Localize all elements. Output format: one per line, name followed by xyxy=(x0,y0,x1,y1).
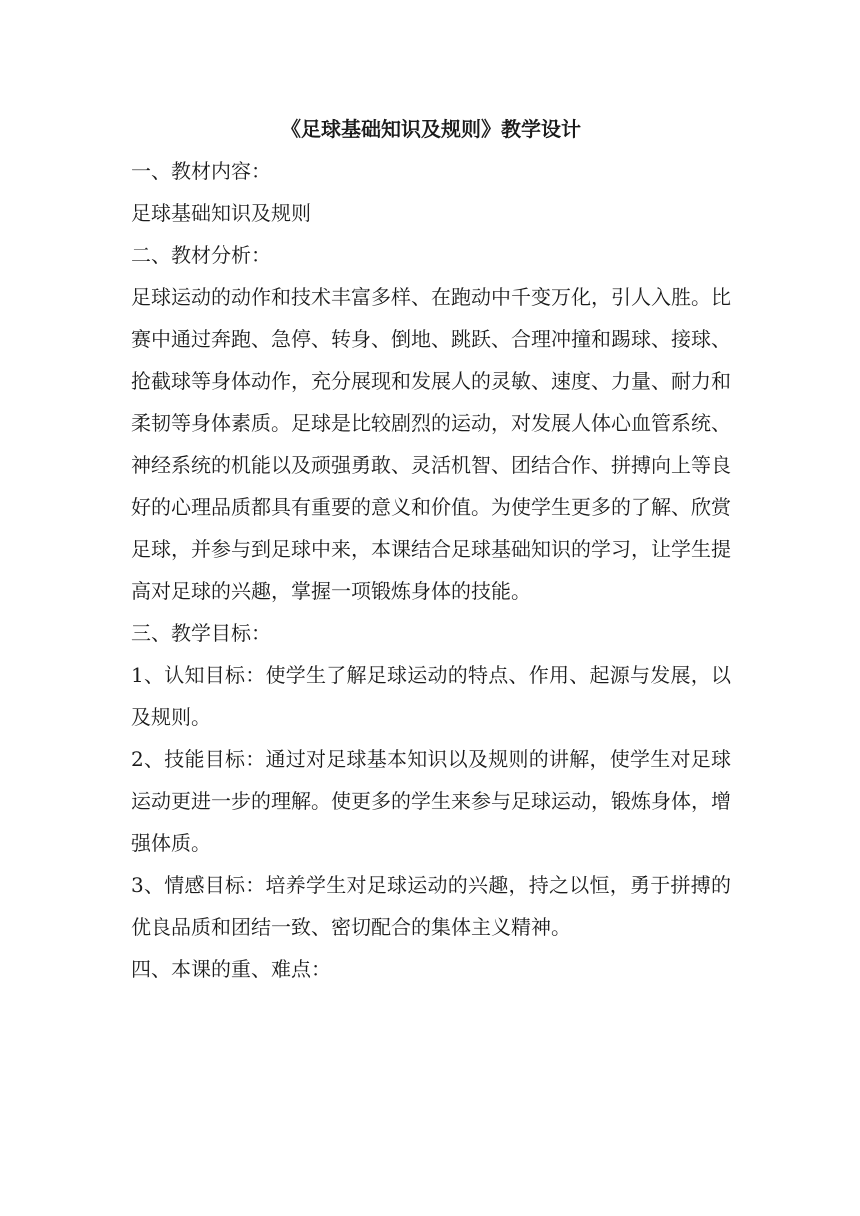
document-content xyxy=(131,108,731,990)
section-heading-teaching-content: 一、教材内容： xyxy=(131,159,271,183)
document-title: 《足球基础知识及规则》教学设计 xyxy=(281,117,581,141)
section-heading-teaching-goals: 三、教学目标： xyxy=(131,621,271,645)
material-analysis-paragraph: 足球运动的动作和技术丰富多样、在跑动中千变万化，引人入胜。比赛中通过奔跑、急停、转身、倒地、跳跃、合理冲撞和踢球、接球、抢截球等身体动作，充分展现和发展人的灵敏、速度、力量、耐力和柔韧等身体素质。足球是比较剧烈的运动，对发展人体心血管系统、神经系统的机能以及顽强勇敢、灵活机智、团结合作、拼搏向上等良好的心理品质都具有重要的意义和价值。为使学生更多的了解、欣赏足球，并参与到足球中来，本课结合足球基础知识的学习，让学生提高对足球的兴趣，掌握一项锻炼身体的技能。 xyxy=(131,285,731,603)
section-heading-material-analysis: 二、教材分析： xyxy=(131,243,271,267)
goal-cognitive: 1、认知目标：使学生了解足球运动的特点、作用、起源与发展，以及规则。 xyxy=(131,663,731,729)
teaching-content-text: 足球基础知识及规则 xyxy=(131,201,311,225)
section-heading-key-points: 四、本课的重、难点： xyxy=(131,957,331,981)
goal-emotional: 3、情感目标：培养学生对足球运动的兴趣，持之以恒，勇于拼搏的优良品质和团结一致、密切配合的集体主义精神。 xyxy=(131,873,731,939)
goal-skill: 2、技能目标：通过对足球基本知识以及规则的讲解，使学生对足球运动更进一步的理解。使更多的学生来参与足球运动，锻炼身体，增强体质。 xyxy=(131,747,731,855)
